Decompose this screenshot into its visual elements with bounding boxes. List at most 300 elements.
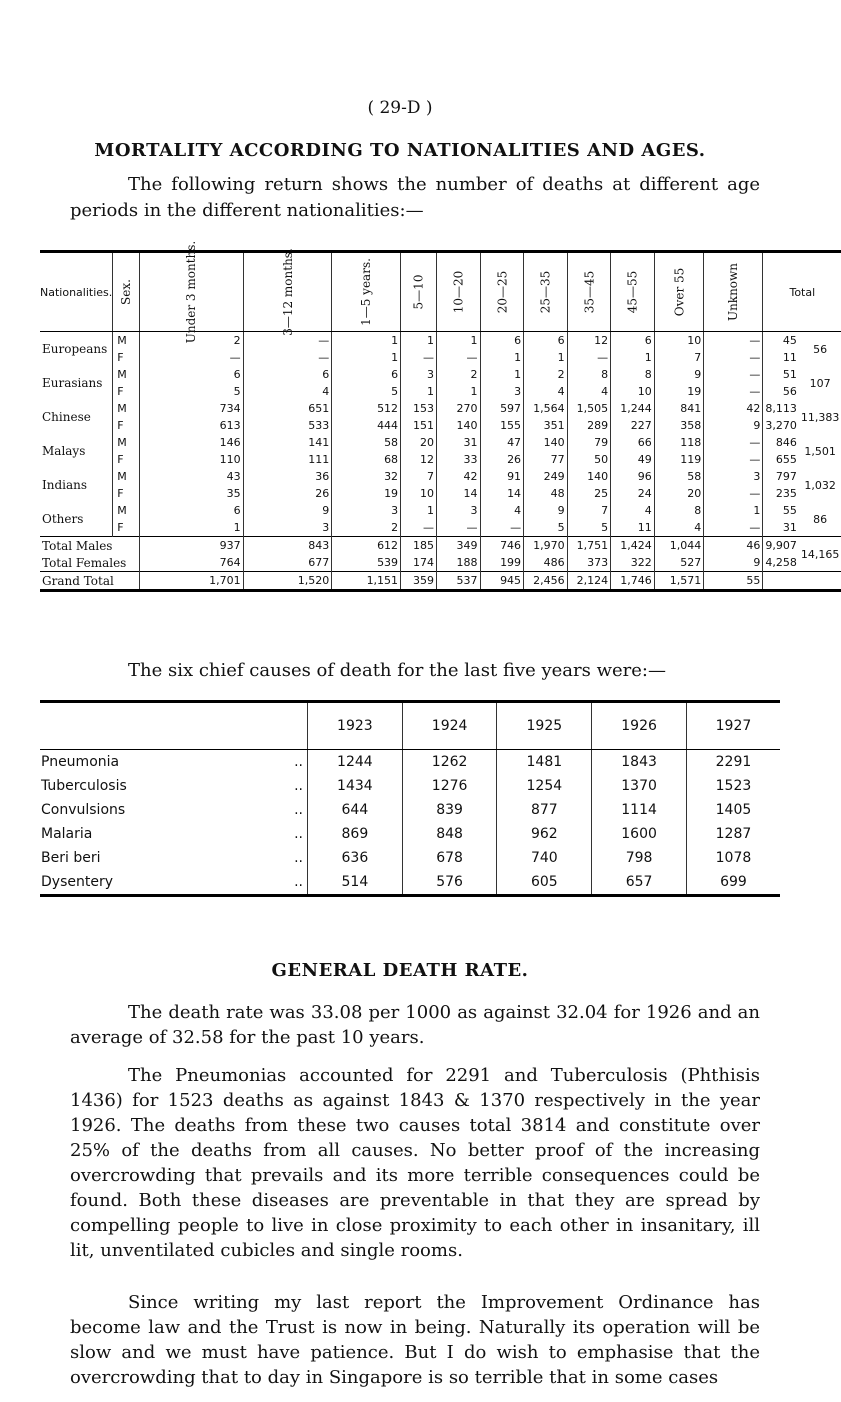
column-header-label: 3—12 months. — [280, 248, 295, 336]
leader-dots: .. — [294, 802, 303, 818]
year-header: 1925 — [497, 702, 592, 750]
data-cell: — — [704, 366, 763, 383]
data-cell: 351 — [524, 417, 568, 434]
data-cell: 8 — [611, 366, 655, 383]
data-cell: 24 — [611, 485, 655, 502]
causes-table — [40, 700, 780, 897]
data-cell: 349 — [436, 537, 480, 555]
data-cell: 4 — [243, 383, 332, 400]
data-cell: 5 — [140, 383, 243, 400]
data-cell: 10 — [611, 383, 655, 400]
cause-value: 678 — [402, 846, 497, 870]
data-cell: — — [567, 349, 611, 366]
data-cell: 537 — [436, 572, 480, 591]
cause-value: 798 — [592, 846, 687, 870]
table-row — [40, 434, 841, 451]
data-cell: 46 — [704, 537, 763, 555]
data-cell: — — [436, 519, 480, 537]
data-cell: 444 — [332, 417, 401, 434]
data-cell: 140 — [436, 417, 480, 434]
cause-value: 1370 — [592, 774, 687, 798]
data-cell: 3 — [243, 519, 332, 537]
cause-value: 1287 — [686, 822, 780, 846]
data-cell: 49 — [611, 451, 655, 468]
column-header — [113, 252, 140, 332]
cause-value: 644 — [308, 798, 403, 822]
data-cell: 140 — [524, 434, 568, 451]
data-cell: 270 — [436, 400, 480, 417]
cause-row — [40, 774, 780, 798]
data-cell: 19 — [332, 485, 401, 502]
cause-value: 576 — [402, 870, 497, 896]
column-header — [243, 248, 332, 336]
column-header — [401, 252, 437, 332]
cause-value: 1244 — [308, 750, 403, 775]
group-total-cell: 1,032 — [804, 478, 836, 492]
data-cell: — — [480, 519, 524, 537]
nationality-cell: Malays — [42, 444, 86, 458]
data-cell: — — [704, 519, 763, 537]
cause-value: 962 — [497, 822, 592, 846]
data-cell: 249 — [524, 468, 568, 485]
leader-dots: .. — [294, 754, 303, 770]
mortality-header-row — [40, 252, 841, 332]
data-cell: 33 — [436, 451, 480, 468]
data-cell: — — [436, 349, 480, 366]
data-cell: 14 — [436, 485, 480, 502]
data-cell: 1 — [436, 332, 480, 350]
data-cell: — — [704, 451, 763, 468]
data-cell: 146 — [140, 434, 243, 451]
data-cell: — — [243, 332, 332, 350]
data-cell: 227 — [611, 417, 655, 434]
data-cell: 2 — [332, 519, 401, 537]
data-cell: 746 — [480, 537, 524, 555]
data-cell: 6 — [243, 366, 332, 383]
cause-row — [40, 750, 780, 775]
nationality-cell: Indians — [42, 478, 88, 492]
data-cell: 797 — [763, 468, 799, 485]
cause-name: Pneumonia — [41, 754, 120, 770]
data-cell: 12 — [401, 451, 437, 468]
nationality-cell: Europeans — [42, 342, 108, 356]
data-cell: 1,244 — [611, 400, 655, 417]
column-header — [704, 252, 763, 332]
table-row — [40, 485, 841, 502]
data-cell: 55 — [763, 502, 799, 519]
data-cell: 764 — [140, 554, 243, 572]
data-cell: 6 — [332, 366, 401, 383]
data-cell: 597 — [480, 400, 524, 417]
data-cell: — — [704, 332, 763, 350]
data-cell: 47 — [480, 434, 524, 451]
data-cell: 20 — [654, 485, 704, 502]
leader-dots: .. — [294, 778, 303, 794]
data-cell: 9 — [704, 554, 763, 572]
data-cell: 359 — [401, 572, 437, 591]
nationality-cell: Eurasians — [42, 376, 103, 390]
data-cell: 141 — [243, 434, 332, 451]
sex-cell: M — [113, 468, 140, 485]
data-cell: 3,270 — [763, 417, 799, 434]
data-cell: 945 — [480, 572, 524, 591]
cause-value: 1078 — [686, 846, 780, 870]
data-cell: 655 — [763, 451, 799, 468]
cause-value: 605 — [497, 870, 592, 896]
data-cell: 527 — [654, 554, 704, 572]
data-cell: 48 — [524, 485, 568, 502]
cause-value: 1254 — [497, 774, 592, 798]
column-header-label: 10—20 — [451, 270, 466, 314]
sex-cell: M — [113, 434, 140, 451]
data-cell: 651 — [243, 400, 332, 417]
column-header — [140, 240, 243, 344]
empty-cell — [763, 572, 799, 591]
sex-cell: M — [113, 332, 140, 350]
data-cell: 512 — [332, 400, 401, 417]
table-row — [40, 349, 841, 366]
data-cell: 613 — [140, 417, 243, 434]
cause-value: 1114 — [592, 798, 687, 822]
data-cell: 322 — [611, 554, 655, 572]
data-cell: 77 — [524, 451, 568, 468]
cause-value: 1434 — [308, 774, 403, 798]
cause-name: Dysentery — [40, 870, 242, 896]
cause-name: Convulsions — [41, 802, 126, 818]
sex-cell: F — [113, 383, 140, 400]
column-header — [436, 252, 480, 332]
sex-cell: F — [113, 451, 140, 468]
table-row — [40, 400, 841, 417]
sex-cell: M — [113, 366, 140, 383]
table-row — [40, 468, 841, 485]
data-cell: 8 — [654, 502, 704, 519]
data-cell: 6 — [611, 332, 655, 350]
causes-header-row — [40, 702, 780, 750]
cause-value: 1262 — [402, 750, 497, 775]
leader-dots: .. — [242, 870, 308, 896]
table-row — [40, 332, 841, 350]
data-cell: 36 — [243, 468, 332, 485]
data-cell: 56 — [763, 383, 799, 400]
totals-row — [40, 537, 841, 555]
data-cell: 11 — [611, 519, 655, 537]
totals-row — [40, 554, 841, 572]
cause-value: 657 — [592, 870, 687, 896]
data-cell: 20 — [401, 434, 437, 451]
data-cell: 188 — [436, 554, 480, 572]
column-header-label: Over 55 — [671, 267, 686, 317]
cause-value: 869 — [308, 822, 403, 846]
general-death-rate-heading: GENERAL DEATH RATE. — [271, 960, 529, 981]
column-header-label: 45—55 — [625, 270, 640, 314]
group-total-cell: 1,501 — [804, 444, 836, 458]
data-cell: 185 — [401, 537, 437, 555]
data-cell: 2 — [140, 332, 243, 350]
data-cell: 486 — [524, 554, 568, 572]
cause-value: 2291 — [686, 750, 780, 775]
data-cell: 1 — [401, 502, 437, 519]
column-header-label: 1—5 years. — [359, 258, 374, 326]
data-cell: 1 — [401, 383, 437, 400]
group-total-cell: 107 — [809, 376, 831, 390]
cause-row — [40, 798, 780, 822]
data-cell: 140 — [567, 468, 611, 485]
data-cell: 1 — [332, 332, 401, 350]
data-cell: 32 — [332, 468, 401, 485]
data-cell: 8,113 — [763, 400, 799, 417]
data-cell: 51 — [763, 366, 799, 383]
data-cell: 31 — [436, 434, 480, 451]
column-header — [611, 252, 655, 332]
data-cell: 2,124 — [567, 572, 611, 591]
data-cell: 3 — [332, 502, 401, 519]
column-header-label: 20—25 — [494, 270, 509, 314]
data-cell: — — [704, 349, 763, 366]
data-cell: 6 — [140, 366, 243, 383]
cause-value: 1843 — [592, 750, 687, 775]
data-cell: 31 — [763, 519, 799, 537]
cause-value: 1405 — [686, 798, 780, 822]
table-row — [40, 519, 841, 537]
sex-cell: M — [113, 400, 140, 417]
data-cell: 1,151 — [332, 572, 401, 591]
data-cell: 111 — [243, 451, 332, 468]
data-cell: 7 — [654, 349, 704, 366]
cause-name: Malaria — [41, 826, 93, 842]
pneumonia-paragraph: The Pneumonias accounted for 2291 and Tuberculosis (Phthisis 1436) for 1523 deaths as against 1843 & 1370 respectively in the year 1926. The deaths from these two causes total 3814 and constitute over 25% of the deaths from all causes. No better proof of the increasing overcrowding that prevails and its more terrible consequences could be found. Both these diseases are preventable in that they are spread by compelling people to live in close proximity to each other in insanitary, ill lit, unventilated cubicles and single rooms. — [70, 1065, 760, 1261]
data-cell: 4 — [654, 519, 704, 537]
data-cell: — — [140, 349, 243, 366]
data-cell: 199 — [480, 554, 524, 572]
group-total-cell: 86 — [813, 512, 828, 526]
column-header — [654, 252, 704, 332]
year-header: 1927 — [686, 702, 780, 750]
data-cell: 734 — [140, 400, 243, 417]
data-cell: 6 — [140, 502, 243, 519]
sex-cell: F — [113, 417, 140, 434]
data-cell: 1,746 — [611, 572, 655, 591]
data-cell: 9 — [704, 417, 763, 434]
data-cell: 3 — [436, 502, 480, 519]
column-header — [332, 252, 401, 332]
data-cell: 55 — [704, 572, 763, 591]
data-cell: 9,907 — [763, 537, 799, 555]
grand-total-row — [40, 572, 841, 591]
data-cell: 3 — [401, 366, 437, 383]
column-header-label: Sex. — [119, 279, 134, 305]
data-cell: — — [401, 519, 437, 537]
data-cell: 235 — [763, 485, 799, 502]
data-cell: 289 — [567, 417, 611, 434]
column-header-label: Unknown — [726, 262, 741, 322]
column-header-label: 35—45 — [581, 270, 596, 314]
data-cell: 26 — [243, 485, 332, 502]
cause-value: 514 — [308, 870, 403, 896]
sex-cell: M — [113, 502, 140, 519]
page-number: ( 29-D ) — [367, 98, 433, 118]
cause-value: 1481 — [497, 750, 592, 775]
cause-row — [40, 870, 780, 896]
column-header-label: Under 3 months. — [184, 240, 199, 344]
column-header — [524, 252, 568, 332]
data-cell: 1 — [140, 519, 243, 537]
leader-dots: .. — [294, 850, 303, 866]
data-cell: 1,970 — [524, 537, 568, 555]
data-cell: 11 — [763, 349, 799, 366]
grand-total-label: Grand Total — [40, 572, 140, 591]
cause-value: 848 — [402, 822, 497, 846]
data-cell: 533 — [243, 417, 332, 434]
data-cell: 7 — [567, 502, 611, 519]
data-cell: 10 — [401, 485, 437, 502]
data-cell: 841 — [654, 400, 704, 417]
data-cell: 35 — [140, 485, 243, 502]
data-cell: 4 — [611, 502, 655, 519]
year-header: 1924 — [402, 702, 497, 750]
nationality-cell: Others — [42, 512, 84, 526]
data-cell: 1 — [480, 366, 524, 383]
cause-value: 1276 — [402, 774, 497, 798]
cause-value: 740 — [497, 846, 592, 870]
group-total-cell: 56 — [813, 342, 828, 356]
data-cell: 1,520 — [243, 572, 332, 591]
column-header — [480, 252, 524, 332]
column-header-label: Total — [789, 285, 816, 299]
data-cell: 4 — [567, 383, 611, 400]
data-cell: 539 — [332, 554, 401, 572]
cause-name: Tuberculosis — [41, 778, 127, 794]
data-cell: 1 — [436, 383, 480, 400]
data-cell: 42 — [704, 400, 763, 417]
sex-cell: F — [113, 519, 140, 537]
data-cell: 2 — [524, 366, 568, 383]
sex-cell: F — [113, 349, 140, 366]
table-row — [40, 451, 841, 468]
cause-value: 1523 — [686, 774, 780, 798]
data-cell: 174 — [401, 554, 437, 572]
data-cell: 1,505 — [567, 400, 611, 417]
data-cell: 4 — [524, 383, 568, 400]
data-cell: 2 — [436, 366, 480, 383]
data-cell: 19 — [654, 383, 704, 400]
column-header-label: 25—35 — [538, 270, 553, 314]
data-cell: 91 — [480, 468, 524, 485]
data-cell: 66 — [611, 434, 655, 451]
group-total-cell: 11,383 — [800, 410, 840, 424]
cause-row — [40, 822, 780, 846]
totals-label: Total Females — [42, 555, 127, 570]
column-header-label: 5—10 — [411, 274, 426, 310]
data-cell: 10 — [654, 332, 704, 350]
data-cell: 1 — [704, 502, 763, 519]
data-cell: 1 — [524, 349, 568, 366]
column-header-label: Nationalities. — [40, 285, 113, 299]
data-cell: 677 — [243, 554, 332, 572]
cause-value: 699 — [686, 870, 780, 896]
data-cell: 118 — [654, 434, 704, 451]
data-cell: 937 — [140, 537, 243, 555]
table-row — [40, 383, 841, 400]
data-cell: 119 — [654, 451, 704, 468]
data-cell: 45 — [763, 332, 799, 350]
empty-cell — [799, 572, 841, 591]
data-cell: 8 — [567, 366, 611, 383]
data-cell: 7 — [401, 468, 437, 485]
data-cell: 612 — [332, 537, 401, 555]
data-cell: 1,564 — [524, 400, 568, 417]
data-cell: 1 — [611, 349, 655, 366]
data-cell: 373 — [567, 554, 611, 572]
data-cell: 151 — [401, 417, 437, 434]
cause-header-blank — [40, 702, 242, 750]
data-cell: 846 — [763, 434, 799, 451]
data-cell: 843 — [243, 537, 332, 555]
data-cell: 9 — [654, 366, 704, 383]
data-cell: 12 — [567, 332, 611, 350]
data-cell: 153 — [401, 400, 437, 417]
data-cell: 4 — [480, 502, 524, 519]
data-cell: 9 — [243, 502, 332, 519]
data-cell: 1,701 — [140, 572, 243, 591]
data-cell: 155 — [480, 417, 524, 434]
improvement-paragraph: Since writing my last report the Improvement Ordinance has become law and the Trust is now in being. Naturally its operation will be slow and we must have patience. But I do wish to emphasise that the overcrowding that to day in Singapore is so terrible that in some cases — [70, 1292, 760, 1388]
page-title: MORTALITY ACCORDING TO NATIONALITIES AND AGES. — [94, 140, 706, 161]
sex-cell: F — [113, 485, 140, 502]
data-cell: 42 — [436, 468, 480, 485]
column-header — [40, 252, 113, 332]
data-cell: — — [704, 485, 763, 502]
data-cell: 5 — [332, 383, 401, 400]
data-cell: — — [704, 383, 763, 400]
causes-intro: The six chief causes of death for the last five years were:— — [128, 660, 666, 681]
cause-value: 839 — [402, 798, 497, 822]
data-cell: 26 — [480, 451, 524, 468]
mortality-table — [40, 240, 841, 592]
column-header — [567, 252, 611, 332]
intro-paragraph: The following return shows the number of deaths at different age periods in the different nationalities:— — [70, 174, 760, 221]
data-cell: 43 — [140, 468, 243, 485]
cause-value: 636 — [308, 846, 403, 870]
cause-value: 877 — [497, 798, 592, 822]
data-cell: 3 — [480, 383, 524, 400]
data-cell: 1,571 — [654, 572, 704, 591]
cause-value: 1600 — [592, 822, 687, 846]
data-cell: 79 — [567, 434, 611, 451]
data-cell: — — [704, 434, 763, 451]
data-cell: 68 — [332, 451, 401, 468]
data-cell: 358 — [654, 417, 704, 434]
data-cell: — — [401, 349, 437, 366]
data-cell: 2,456 — [524, 572, 568, 591]
table-row — [40, 417, 841, 434]
data-cell: 5 — [567, 519, 611, 537]
year-header: 1923 — [308, 702, 403, 750]
data-cell: — — [243, 349, 332, 366]
data-cell: 1,044 — [654, 537, 704, 555]
table-row — [40, 502, 841, 519]
data-cell: 9 — [524, 502, 568, 519]
combined-total-cell: 14,165 — [799, 537, 841, 572]
data-cell: 58 — [654, 468, 704, 485]
data-cell: 1 — [401, 332, 437, 350]
data-cell: 3 — [704, 468, 763, 485]
table-row — [40, 366, 841, 383]
cause-header-blank — [242, 702, 308, 750]
data-cell: 5 — [524, 519, 568, 537]
data-cell: 6 — [480, 332, 524, 350]
totals-label: Total Males — [40, 537, 140, 555]
